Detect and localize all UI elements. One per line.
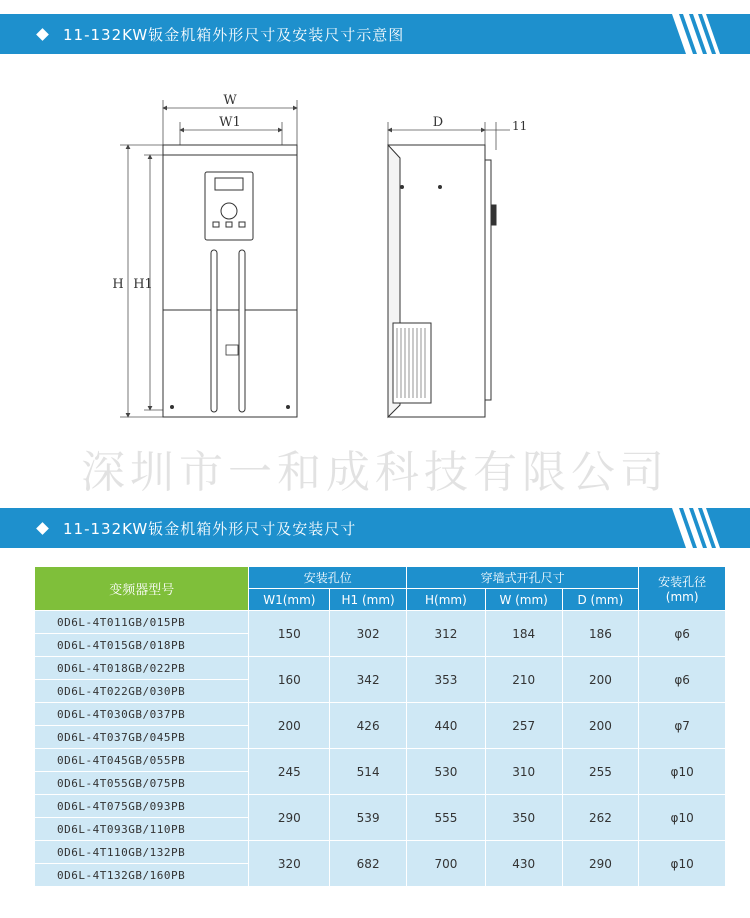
value-cell: 262 xyxy=(563,795,639,840)
value-cell: 530 xyxy=(407,749,485,794)
table-row xyxy=(35,749,725,771)
model-cell: 0D6L-4T022GB/030PB xyxy=(35,680,248,702)
model-cell: 0D6L-4T132GB/160PB xyxy=(35,864,248,886)
diamond-bullet-icon xyxy=(36,28,49,41)
table-row xyxy=(35,657,725,679)
hole-diameter-cell: φ10 xyxy=(639,795,725,840)
value-cell: 350 xyxy=(486,795,562,840)
value-cell: 342 xyxy=(330,657,406,702)
model-cell: 0D6L-4T011GB/015PB xyxy=(35,611,248,633)
column-header: H(mm) xyxy=(407,589,485,610)
hole-diameter-cell: φ10 xyxy=(639,841,725,886)
value-cell: 150 xyxy=(249,611,329,656)
model-header: 变频器型号 xyxy=(35,567,248,610)
table-row xyxy=(35,703,725,725)
value-cell: 682 xyxy=(330,841,406,886)
value-cell: 210 xyxy=(486,657,562,702)
value-cell: 310 xyxy=(486,749,562,794)
value-cell: 200 xyxy=(563,703,639,748)
group-header-wall: 穿墙式开孔尺寸 xyxy=(407,567,638,588)
diamond-bullet-icon xyxy=(36,522,49,535)
value-cell: 200 xyxy=(563,657,639,702)
dimension-drawing xyxy=(0,60,750,440)
value-cell: 555 xyxy=(407,795,485,840)
hole-diameter-cell: φ6 xyxy=(639,657,725,702)
model-cell: 0D6L-4T075GB/093PB xyxy=(35,795,248,817)
hole-diameter-cell: φ6 xyxy=(639,611,725,656)
value-cell: 514 xyxy=(330,749,406,794)
value-cell: 255 xyxy=(563,749,639,794)
model-cell: 0D6L-4T110GB/132PB xyxy=(35,841,248,863)
model-cell: 0D6L-4T045GB/055PB xyxy=(35,749,248,771)
value-cell: 700 xyxy=(407,841,485,886)
model-cell: 0D6L-4T030GB/037PB xyxy=(35,703,248,725)
value-cell: 440 xyxy=(407,703,485,748)
model-cell: 0D6L-4T055GB/075PB xyxy=(35,772,248,794)
model-cell: 0D6L-4T037GB/045PB xyxy=(35,726,248,748)
value-cell: 426 xyxy=(330,703,406,748)
column-header: D (mm) xyxy=(563,589,639,610)
section-banner-table xyxy=(0,508,750,548)
label-d: D xyxy=(432,115,444,130)
label-h1: H1 xyxy=(133,277,153,292)
value-cell: 320 xyxy=(249,841,329,886)
column-header: W1(mm) xyxy=(249,589,329,610)
table-body xyxy=(35,611,725,886)
column-header: H1 (mm) xyxy=(330,589,406,610)
value-cell: 245 xyxy=(249,749,329,794)
value-cell: 302 xyxy=(330,611,406,656)
model-cell: 0D6L-4T093GB/110PB xyxy=(35,818,248,840)
value-cell: 430 xyxy=(486,841,562,886)
group-header-mount: 安装孔位 xyxy=(249,567,406,588)
value-cell: 353 xyxy=(407,657,485,702)
section-banner-drawing xyxy=(0,14,750,54)
table-row xyxy=(35,611,725,633)
column-header: W (mm) xyxy=(486,589,562,610)
value-cell: 186 xyxy=(563,611,639,656)
section-title: 11-132KW钣金机箱外形尺寸及安装尺寸示意图 xyxy=(63,25,405,44)
value-cell: 290 xyxy=(249,795,329,840)
label-11: 11 xyxy=(512,119,528,133)
group-header-hole xyxy=(639,567,725,610)
label-w: W xyxy=(223,93,237,108)
value-cell: 539 xyxy=(330,795,406,840)
watermark-text: 深圳市一和成科技有限公司 xyxy=(81,447,669,498)
stripes-decoration-icon xyxy=(672,14,732,54)
section-title: 11-132KW钣金机箱外形尺寸及安装尺寸 xyxy=(63,519,357,538)
hole-diameter-cell: φ10 xyxy=(639,749,725,794)
table-row xyxy=(35,795,725,817)
value-cell: 160 xyxy=(249,657,329,702)
hole-header-unit: (mm) xyxy=(665,590,699,604)
label-w1: W1 xyxy=(219,115,241,130)
value-cell: 312 xyxy=(407,611,485,656)
stripes-decoration-icon xyxy=(672,508,732,548)
value-cell: 290 xyxy=(563,841,639,886)
table-row xyxy=(35,841,725,863)
model-cell: 0D6L-4T015GB/018PB xyxy=(35,634,248,656)
spec-table xyxy=(34,566,726,887)
value-cell: 200 xyxy=(249,703,329,748)
model-cell: 0D6L-4T018GB/022PB xyxy=(35,657,248,679)
value-cell: 184 xyxy=(486,611,562,656)
hole-header-label: 安装孔径 xyxy=(658,575,707,589)
value-cell: 257 xyxy=(486,703,562,748)
label-h: H xyxy=(112,277,124,292)
hole-diameter-cell: φ7 xyxy=(639,703,725,748)
